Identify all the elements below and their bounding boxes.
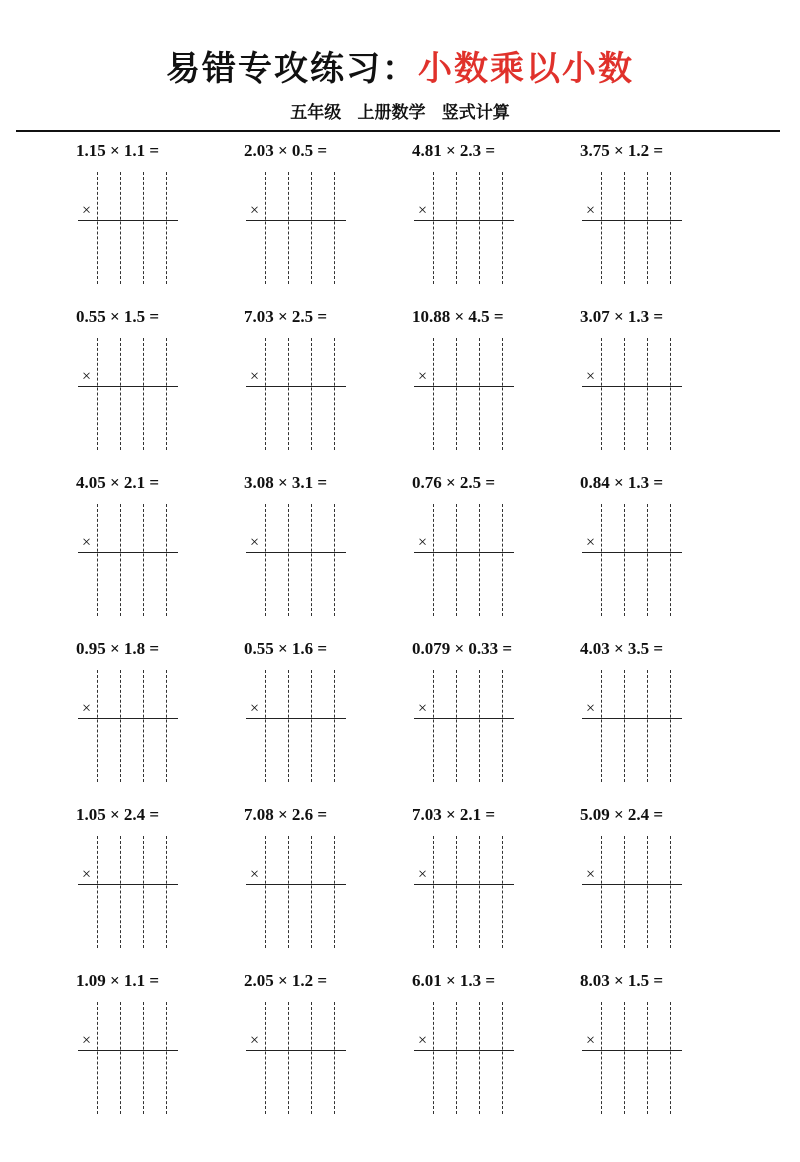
problem-expression: 2.05 × 1.2 = (244, 971, 328, 990)
problem-expression: 1.05 × 2.4 = (76, 805, 160, 824)
multiplication-rule (246, 220, 346, 221)
column-guide-line (288, 504, 289, 616)
column-guide-line (97, 504, 98, 616)
multiply-sign: × (586, 1032, 596, 1049)
column-guide-line (502, 172, 503, 284)
column-guide-line (479, 1002, 480, 1114)
multiplication-rule (414, 386, 514, 387)
problem-cell (562, 300, 728, 466)
column-guide-line (601, 338, 602, 450)
problem-expression: 0.76 × 2.5 = (412, 473, 496, 492)
multiplication-rule (246, 1050, 346, 1051)
column-guide-line (143, 670, 144, 782)
multiplication-rule (582, 718, 682, 719)
column-guide-line (120, 504, 121, 616)
header-divider (16, 130, 780, 132)
column-guide-line (433, 172, 434, 284)
column-guide-line (265, 172, 266, 284)
column-guide-line (143, 836, 144, 948)
title-topic: 小数乘以小数 (418, 51, 634, 88)
column-guide-line (166, 836, 167, 948)
problem-expression: 3.75 × 1.2 = (580, 141, 664, 160)
column-guide-line (601, 1002, 602, 1114)
column-guide-line (433, 1002, 434, 1114)
problem-expression: 1.15 × 1.1 = (76, 141, 160, 160)
column-guide-line (647, 836, 648, 948)
problem-expression: 7.08 × 2.6 = (244, 805, 328, 824)
column-guide-line (433, 338, 434, 450)
problem-expression: 0.079 × 0.33 = (412, 639, 513, 658)
problem-expression: 0.55 × 1.5 = (76, 307, 160, 326)
column-guide-line (265, 1002, 266, 1114)
column-guide-line (502, 504, 503, 616)
column-guide-line (624, 172, 625, 284)
column-guide-line (334, 338, 335, 450)
subtitle-subject: 上册数学 (357, 103, 426, 122)
column-guide-line (265, 504, 266, 616)
column-guide-line (311, 172, 312, 284)
multiplication-rule (582, 220, 682, 221)
multiplication-rule (246, 884, 346, 885)
multiply-sign: × (250, 1032, 260, 1049)
column-guide-line (456, 172, 457, 284)
column-guide-line (670, 836, 671, 948)
multiplication-rule (246, 718, 346, 719)
multiply-sign: × (250, 368, 260, 385)
column-guide-line (456, 836, 457, 948)
multiply-sign: × (586, 866, 596, 883)
problem-expression: 3.08 × 3.1 = (244, 473, 328, 492)
column-guide-line (502, 1002, 503, 1114)
multiply-sign: × (250, 534, 260, 551)
column-guide-line (479, 504, 480, 616)
multiplication-rule (78, 718, 178, 719)
problem-cell (562, 134, 728, 300)
column-guide-line (120, 338, 121, 450)
subtitle-type: 竖式计算 (441, 103, 510, 122)
multiply-sign: × (418, 368, 428, 385)
multiply-sign: × (586, 700, 596, 717)
column-guide-line (120, 836, 121, 948)
problem-cell (562, 632, 728, 798)
column-guide-line (166, 504, 167, 616)
multiplication-rule (78, 220, 178, 221)
column-guide-line (456, 504, 457, 616)
column-guide-line (624, 338, 625, 450)
column-guide-line (334, 670, 335, 782)
column-guide-line (479, 670, 480, 782)
column-guide-line (97, 1002, 98, 1114)
column-guide-line (166, 670, 167, 782)
problem-cell (562, 798, 728, 964)
column-guide-line (479, 172, 480, 284)
subtitle-grade: 五年级 (290, 103, 342, 122)
multiplication-rule (582, 552, 682, 553)
subtitle (0, 101, 800, 125)
column-guide-line (334, 504, 335, 616)
column-guide-line (97, 338, 98, 450)
multiply-sign: × (586, 202, 596, 219)
column-guide-line (97, 670, 98, 782)
column-guide-line (166, 1002, 167, 1114)
multiplication-rule (582, 386, 682, 387)
column-guide-line (433, 504, 434, 616)
multiply-sign: × (82, 866, 92, 883)
column-guide-line (670, 1002, 671, 1114)
problem-expression: 3.07 × 1.3 = (580, 307, 664, 326)
column-guide-line (601, 504, 602, 616)
problem-cell (394, 134, 560, 300)
multiply-sign: × (250, 202, 260, 219)
multiply-sign: × (418, 866, 428, 883)
column-guide-line (334, 836, 335, 948)
column-guide-line (624, 504, 625, 616)
multiplication-rule (582, 884, 682, 885)
column-guide-line (143, 338, 144, 450)
column-guide-line (647, 670, 648, 782)
multiply-sign: × (82, 202, 92, 219)
column-guide-line (670, 338, 671, 450)
multiplication-rule (246, 552, 346, 553)
multiplication-rule (246, 386, 346, 387)
title-main: 易错专攻练习： (166, 51, 418, 88)
problem-expression: 4.03 × 3.5 = (580, 639, 664, 658)
multiplication-rule (78, 1050, 178, 1051)
problem-expression: 10.88 × 4.5 = (412, 307, 504, 326)
column-guide-line (670, 172, 671, 284)
column-guide-line (143, 172, 144, 284)
column-guide-line (601, 172, 602, 284)
multiplication-rule (414, 552, 514, 553)
page-title (0, 42, 800, 98)
problem-cell (226, 134, 392, 300)
column-guide-line (670, 670, 671, 782)
problem-cell (226, 632, 392, 798)
problem-grid (58, 134, 738, 1130)
problem-cell (58, 466, 224, 632)
column-guide-line (97, 836, 98, 948)
problem-expression: 5.09 × 2.4 = (580, 805, 664, 824)
column-guide-line (288, 836, 289, 948)
column-guide-line (97, 172, 98, 284)
column-guide-line (433, 670, 434, 782)
multiply-sign: × (418, 700, 428, 717)
problem-cell (58, 798, 224, 964)
multiply-sign: × (586, 368, 596, 385)
multiply-sign: × (82, 534, 92, 551)
column-guide-line (647, 504, 648, 616)
column-guide-line (502, 338, 503, 450)
multiply-sign: × (82, 700, 92, 717)
column-guide-line (265, 670, 266, 782)
multiply-sign: × (418, 202, 428, 219)
column-guide-line (647, 172, 648, 284)
problem-cell (394, 466, 560, 632)
multiply-sign: × (82, 1032, 92, 1049)
column-guide-line (143, 1002, 144, 1114)
problem-cell (394, 300, 560, 466)
problem-expression: 2.03 × 0.5 = (244, 141, 328, 160)
problem-expression: 0.55 × 1.6 = (244, 639, 328, 658)
column-guide-line (334, 1002, 335, 1114)
multiply-sign: × (82, 368, 92, 385)
multiplication-rule (414, 718, 514, 719)
column-guide-line (288, 172, 289, 284)
multiply-sign: × (418, 1032, 428, 1049)
column-guide-line (334, 172, 335, 284)
multiplication-rule (78, 386, 178, 387)
problem-expression: 1.09 × 1.1 = (76, 971, 160, 990)
problem-expression: 4.81 × 2.3 = (412, 141, 496, 160)
column-guide-line (502, 670, 503, 782)
problem-expression: 4.05 × 2.1 = (76, 473, 160, 492)
problem-cell (226, 466, 392, 632)
problem-expression: 0.95 × 1.8 = (76, 639, 160, 658)
problem-expression: 8.03 × 1.5 = (580, 971, 664, 990)
column-guide-line (311, 670, 312, 782)
problem-expression: 6.01 × 1.3 = (412, 971, 496, 990)
column-guide-line (479, 836, 480, 948)
column-guide-line (265, 836, 266, 948)
column-guide-line (288, 670, 289, 782)
multiplication-rule (78, 884, 178, 885)
column-guide-line (311, 338, 312, 450)
column-guide-line (456, 338, 457, 450)
column-guide-line (120, 670, 121, 782)
column-guide-line (601, 670, 602, 782)
column-guide-line (288, 1002, 289, 1114)
column-guide-line (647, 1002, 648, 1114)
problem-cell (58, 964, 224, 1130)
problem-cell (394, 632, 560, 798)
problem-cell (394, 798, 560, 964)
multiplication-rule (78, 552, 178, 553)
column-guide-line (288, 338, 289, 450)
multiply-sign: × (250, 700, 260, 717)
column-guide-line (624, 670, 625, 782)
multiply-sign: × (586, 534, 596, 551)
column-guide-line (601, 836, 602, 948)
problem-cell (394, 964, 560, 1130)
column-guide-line (311, 1002, 312, 1114)
problem-cell (226, 964, 392, 1130)
problem-cell (58, 632, 224, 798)
problem-expression: 7.03 × 2.1 = (412, 805, 496, 824)
multiply-sign: × (250, 866, 260, 883)
column-guide-line (265, 338, 266, 450)
column-guide-line (166, 338, 167, 450)
column-guide-line (647, 338, 648, 450)
multiplication-rule (582, 1050, 682, 1051)
column-guide-line (624, 836, 625, 948)
column-guide-line (502, 836, 503, 948)
column-guide-line (456, 670, 457, 782)
multiply-sign: × (418, 534, 428, 551)
problem-cell (58, 134, 224, 300)
column-guide-line (143, 504, 144, 616)
problem-cell (562, 964, 728, 1130)
column-guide-line (311, 504, 312, 616)
column-guide-line (433, 836, 434, 948)
problem-cell (58, 300, 224, 466)
problem-expression: 0.84 × 1.3 = (580, 473, 664, 492)
problem-cell (226, 798, 392, 964)
column-guide-line (624, 1002, 625, 1114)
multiplication-rule (414, 1050, 514, 1051)
column-guide-line (166, 172, 167, 284)
problem-expression: 7.03 × 2.5 = (244, 307, 328, 326)
column-guide-line (479, 338, 480, 450)
column-guide-line (120, 1002, 121, 1114)
column-guide-line (311, 836, 312, 948)
multiplication-rule (414, 220, 514, 221)
column-guide-line (120, 172, 121, 284)
multiplication-rule (414, 884, 514, 885)
column-guide-line (456, 1002, 457, 1114)
column-guide-line (670, 504, 671, 616)
problem-cell (562, 466, 728, 632)
problem-cell (226, 300, 392, 466)
